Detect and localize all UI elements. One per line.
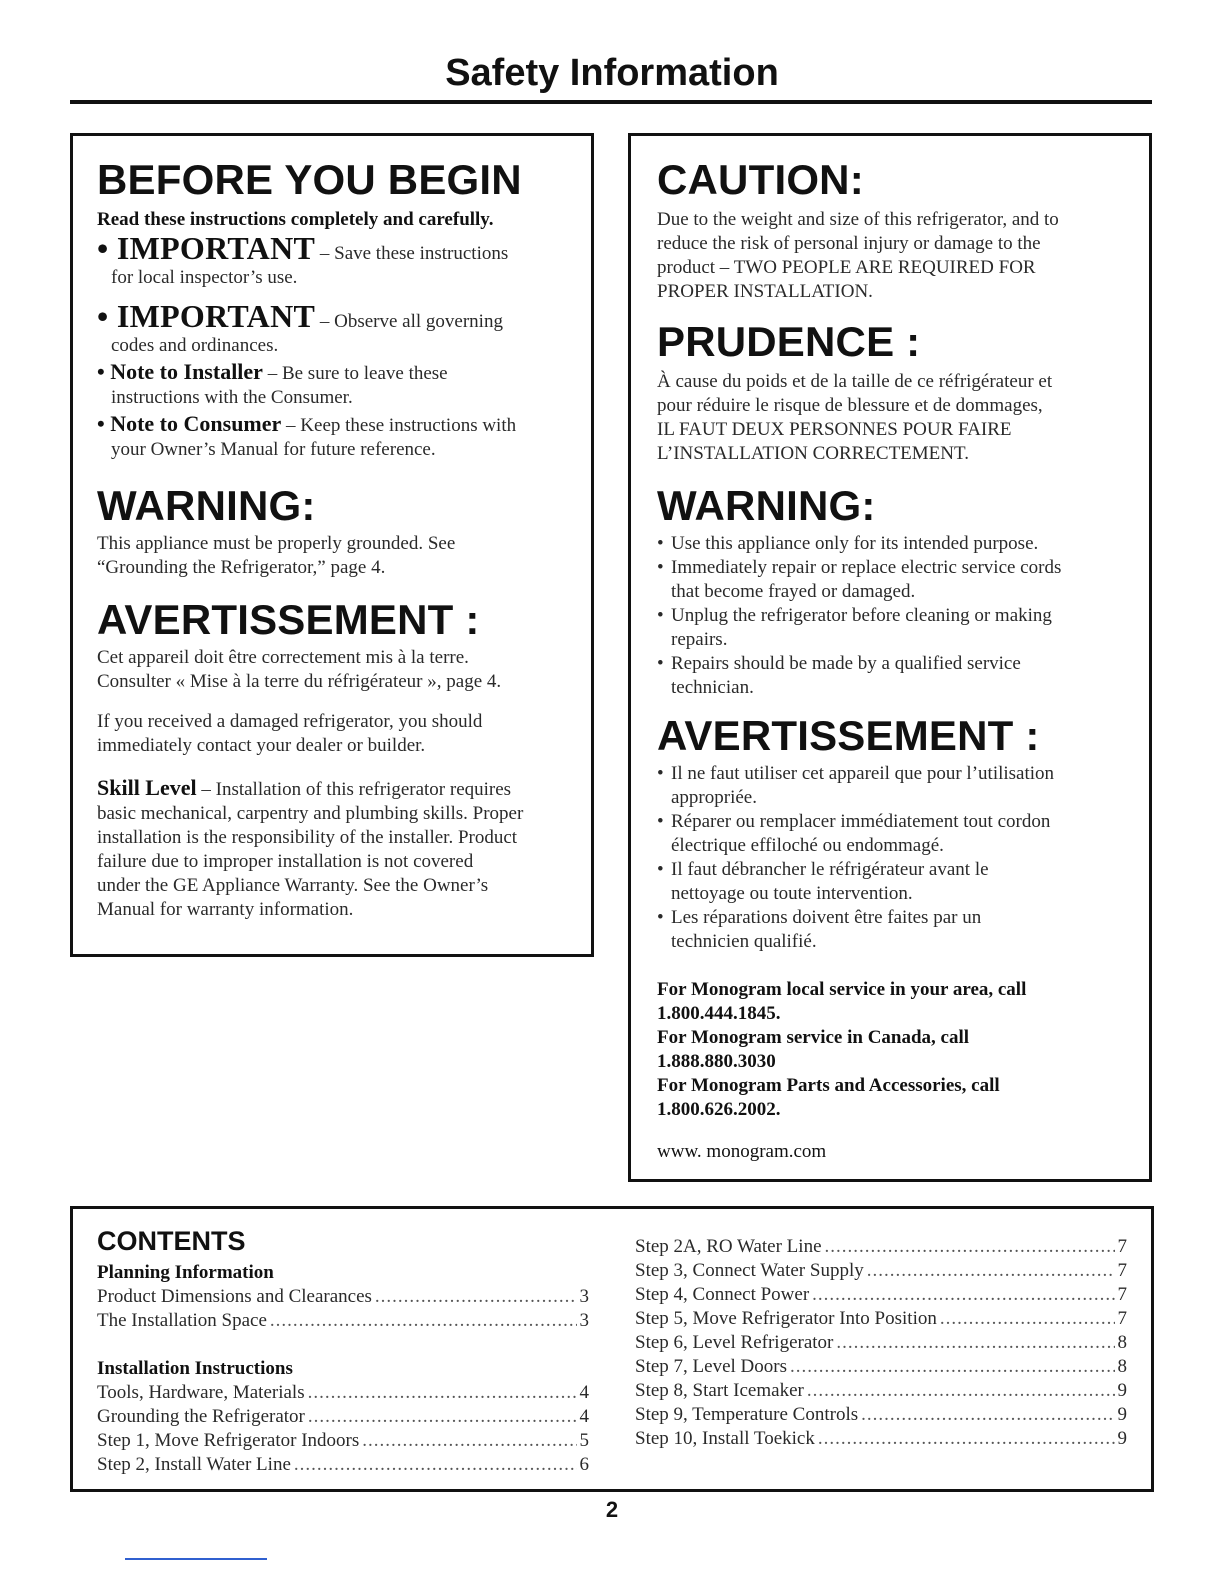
service-line: For Monogram Parts and Accessories, call	[657, 1075, 1000, 1096]
planning-information-heading: Planning Information	[97, 1262, 274, 1283]
avertissement-bullet: • Les réparations doivent être faites par un technicien qualifié.	[657, 906, 1149, 954]
service-phone: 1.888.880.3030	[657, 1051, 776, 1072]
toc-entry[interactable]: Step 2A, RO Water Line ..... 7	[635, 1235, 1127, 1259]
toc-entry[interactable]: Step 2, Install Water Line ..... 6	[97, 1453, 589, 1477]
important-label: IMPORTANT	[116, 230, 316, 266]
caution-text-line: Due to the weight and size of this refrigerator, and to	[657, 209, 1059, 230]
service-phone: 1.800.444.1845.	[657, 1003, 781, 1024]
contents-title: CONTENTS	[97, 1226, 246, 1256]
service-phone: 1.800.626.2002.	[657, 1099, 781, 1120]
skill-level-line: installation is the responsibility of the installer. Product	[97, 827, 518, 848]
skill-level-text: – Installation of this refrigerator requires	[196, 779, 512, 800]
caution-text-line: product – TWO PEOPLE ARE REQUIRED FOR	[657, 257, 1036, 278]
caution-box	[628, 133, 1152, 1182]
prudence-text-line: À cause du poids et de la taille de ce réfrigérateur et	[657, 371, 1053, 392]
note-to-consumer-text: – Keep these instructions with	[281, 415, 517, 436]
service-line: For Monogram local service in your area, call	[657, 979, 1027, 1000]
important-label: IMPORTANT	[116, 298, 316, 334]
contents-right-column	[635, 1235, 1127, 1477]
skill-level-item	[97, 776, 591, 802]
avertissement-text-line: Consulter « Mise à la terre du réfrigérateur », page 4.	[97, 671, 502, 692]
prudence-heading: PRUDENCE :	[657, 318, 921, 365]
warning-bullet: • Repairs should be made by a qualified service technician.	[657, 652, 1149, 700]
page-number: 2	[605, 1497, 619, 1522]
toc-entry[interactable]: The Installation Space ..... 3	[97, 1309, 589, 1333]
skill-level-line: Manual for warranty information.	[97, 899, 354, 920]
title-rule	[70, 100, 1152, 104]
important-save-item: • IMPORTANT – Save these instructions	[97, 230, 509, 266]
service-contacts	[657, 978, 1149, 1122]
before-you-begin-box	[70, 133, 594, 957]
prudence-text-line: IL FAUT DEUX PERSONNES POUR FAIRE	[657, 419, 1012, 440]
avertissement-text-line: Cet appareil doit être correctement mis à la terre.	[97, 647, 469, 668]
note-to-consumer-continuation: your Owner’s Manual for future reference.	[111, 439, 436, 460]
avertissement-bullet: • Il faut débrancher le réfrigérateur avant le nettoyage ou toute intervention.	[657, 858, 1149, 906]
note-to-installer-continuation: instructions with the Consumer.	[111, 387, 353, 408]
warning-bullet: • Use this appliance only for its intended purpose.	[657, 532, 1149, 556]
prudence-text-line: pour réduire le risque de blessure et de dommages,	[657, 395, 1043, 416]
toc-entry[interactable]: Step 1, Move Refrigerator Indoors ..... 5	[97, 1429, 589, 1453]
toc-entry[interactable]: Step 8, Start Icemaker ..... 9	[635, 1379, 1127, 1403]
important-observe-item: • IMPORTANT – Observe all governing	[97, 298, 503, 334]
caution-text-line: PROPER INSTALLATION.	[657, 281, 873, 302]
warning-text-line: This appliance must be properly grounded. See	[97, 533, 456, 554]
damaged-refrigerator-line: If you received a damaged refrigerator, you should	[97, 711, 483, 732]
before-you-begin-heading: BEFORE YOU BEGIN	[97, 156, 522, 203]
note-to-installer-label: Note to Installer	[110, 359, 263, 384]
website-link[interactable]: www. monogram.com	[657, 1141, 827, 1162]
skill-level-line: failure due to improper installation is not covered	[97, 851, 474, 872]
warning-text-line: “Grounding the Refrigerator,” page 4.	[97, 557, 386, 578]
toc-entry[interactable]: Step 10, Install Toekick ..... 9	[635, 1427, 1127, 1451]
warning-bullet: • Unplug the refrigerator before cleaning or making repairs.	[657, 604, 1149, 652]
note-to-consumer-item: • Note to Consumer – Keep these instructions with	[97, 411, 517, 436]
caution-text-line: reduce the risk of personal injury or damage to the	[657, 233, 1041, 254]
damaged-refrigerator-line: immediately contact your dealer or builder.	[97, 735, 426, 756]
skill-level-label: Skill Level	[97, 775, 197, 800]
contents-left-column	[97, 1261, 589, 1477]
warning-heading: WARNING:	[97, 482, 316, 529]
service-line: For Monogram service in Canada, call	[657, 1027, 970, 1048]
read-instructions-line: Read these instructions completely and carefully.	[97, 209, 494, 230]
toc-entry[interactable]: Step 3, Connect Water Supply ..... 7	[635, 1259, 1127, 1283]
skill-level-line: under the GE Appliance Warranty. See the Owner’s	[97, 875, 489, 896]
important-observe-continuation: codes and ordinances.	[111, 335, 279, 356]
contents-box	[70, 1206, 1154, 1492]
important-save-continuation: for local inspector’s use.	[111, 267, 298, 288]
warning-bullet-list	[657, 532, 1149, 700]
important-save-text: – Save these instructions	[315, 243, 509, 264]
page-title: Safety Information	[445, 52, 779, 94]
installation-instructions-heading: Installation Instructions	[97, 1358, 293, 1379]
avertissement-bullet-list	[657, 762, 1149, 954]
prudence-text-line: L’INSTALLATION CORRECTEMENT.	[657, 443, 969, 464]
avertissement-heading: AVERTISSEMENT :	[657, 712, 1040, 759]
skill-level-line: basic mechanical, carpentry and plumbing skills. Proper	[97, 803, 524, 824]
toc-entry[interactable]: Step 4, Connect Power ..... 7	[635, 1283, 1127, 1307]
warning-heading: WARNING:	[657, 482, 876, 529]
warning-bullet: • Immediately repair or replace electric service cords that become frayed or damaged.	[657, 556, 1149, 604]
avertissement-bullet: • Il ne faut utiliser cet appareil que pour l’utilisation appropriée.	[657, 762, 1149, 810]
note-to-consumer-label: Note to Consumer	[110, 411, 282, 436]
toc-entry[interactable]: Step 7, Level Doors ..... 8	[635, 1355, 1127, 1379]
avertissement-heading: AVERTISSEMENT :	[97, 596, 480, 643]
toc-entry[interactable]: Step 5, Move Refrigerator Into Position ..... 7	[635, 1307, 1127, 1331]
toc-entry[interactable]: Step 6, Level Refrigerator ..... 8	[635, 1331, 1127, 1355]
toc-entry[interactable]: Tools, Hardware, Materials ..... 4	[97, 1381, 589, 1405]
avertissement-bullet: • Réparer ou remplacer immédiatement tout cordon électrique effiloché ou endommagé.	[657, 810, 1149, 858]
caution-heading: CAUTION:	[657, 156, 864, 203]
bottom-link-underline	[125, 1558, 267, 1560]
note-to-installer-item: • Note to Installer – Be sure to leave these	[97, 359, 448, 384]
toc-entry[interactable]: Step 9, Temperature Controls ..... 9	[635, 1403, 1127, 1427]
toc-entry[interactable]: Grounding the Refrigerator ..... 4	[97, 1405, 589, 1429]
toc-entry[interactable]: Product Dimensions and Clearances ..... 3	[97, 1285, 589, 1309]
important-observe-text: – Observe all governing	[315, 311, 503, 332]
note-to-installer-text: – Be sure to leave these	[262, 363, 448, 384]
